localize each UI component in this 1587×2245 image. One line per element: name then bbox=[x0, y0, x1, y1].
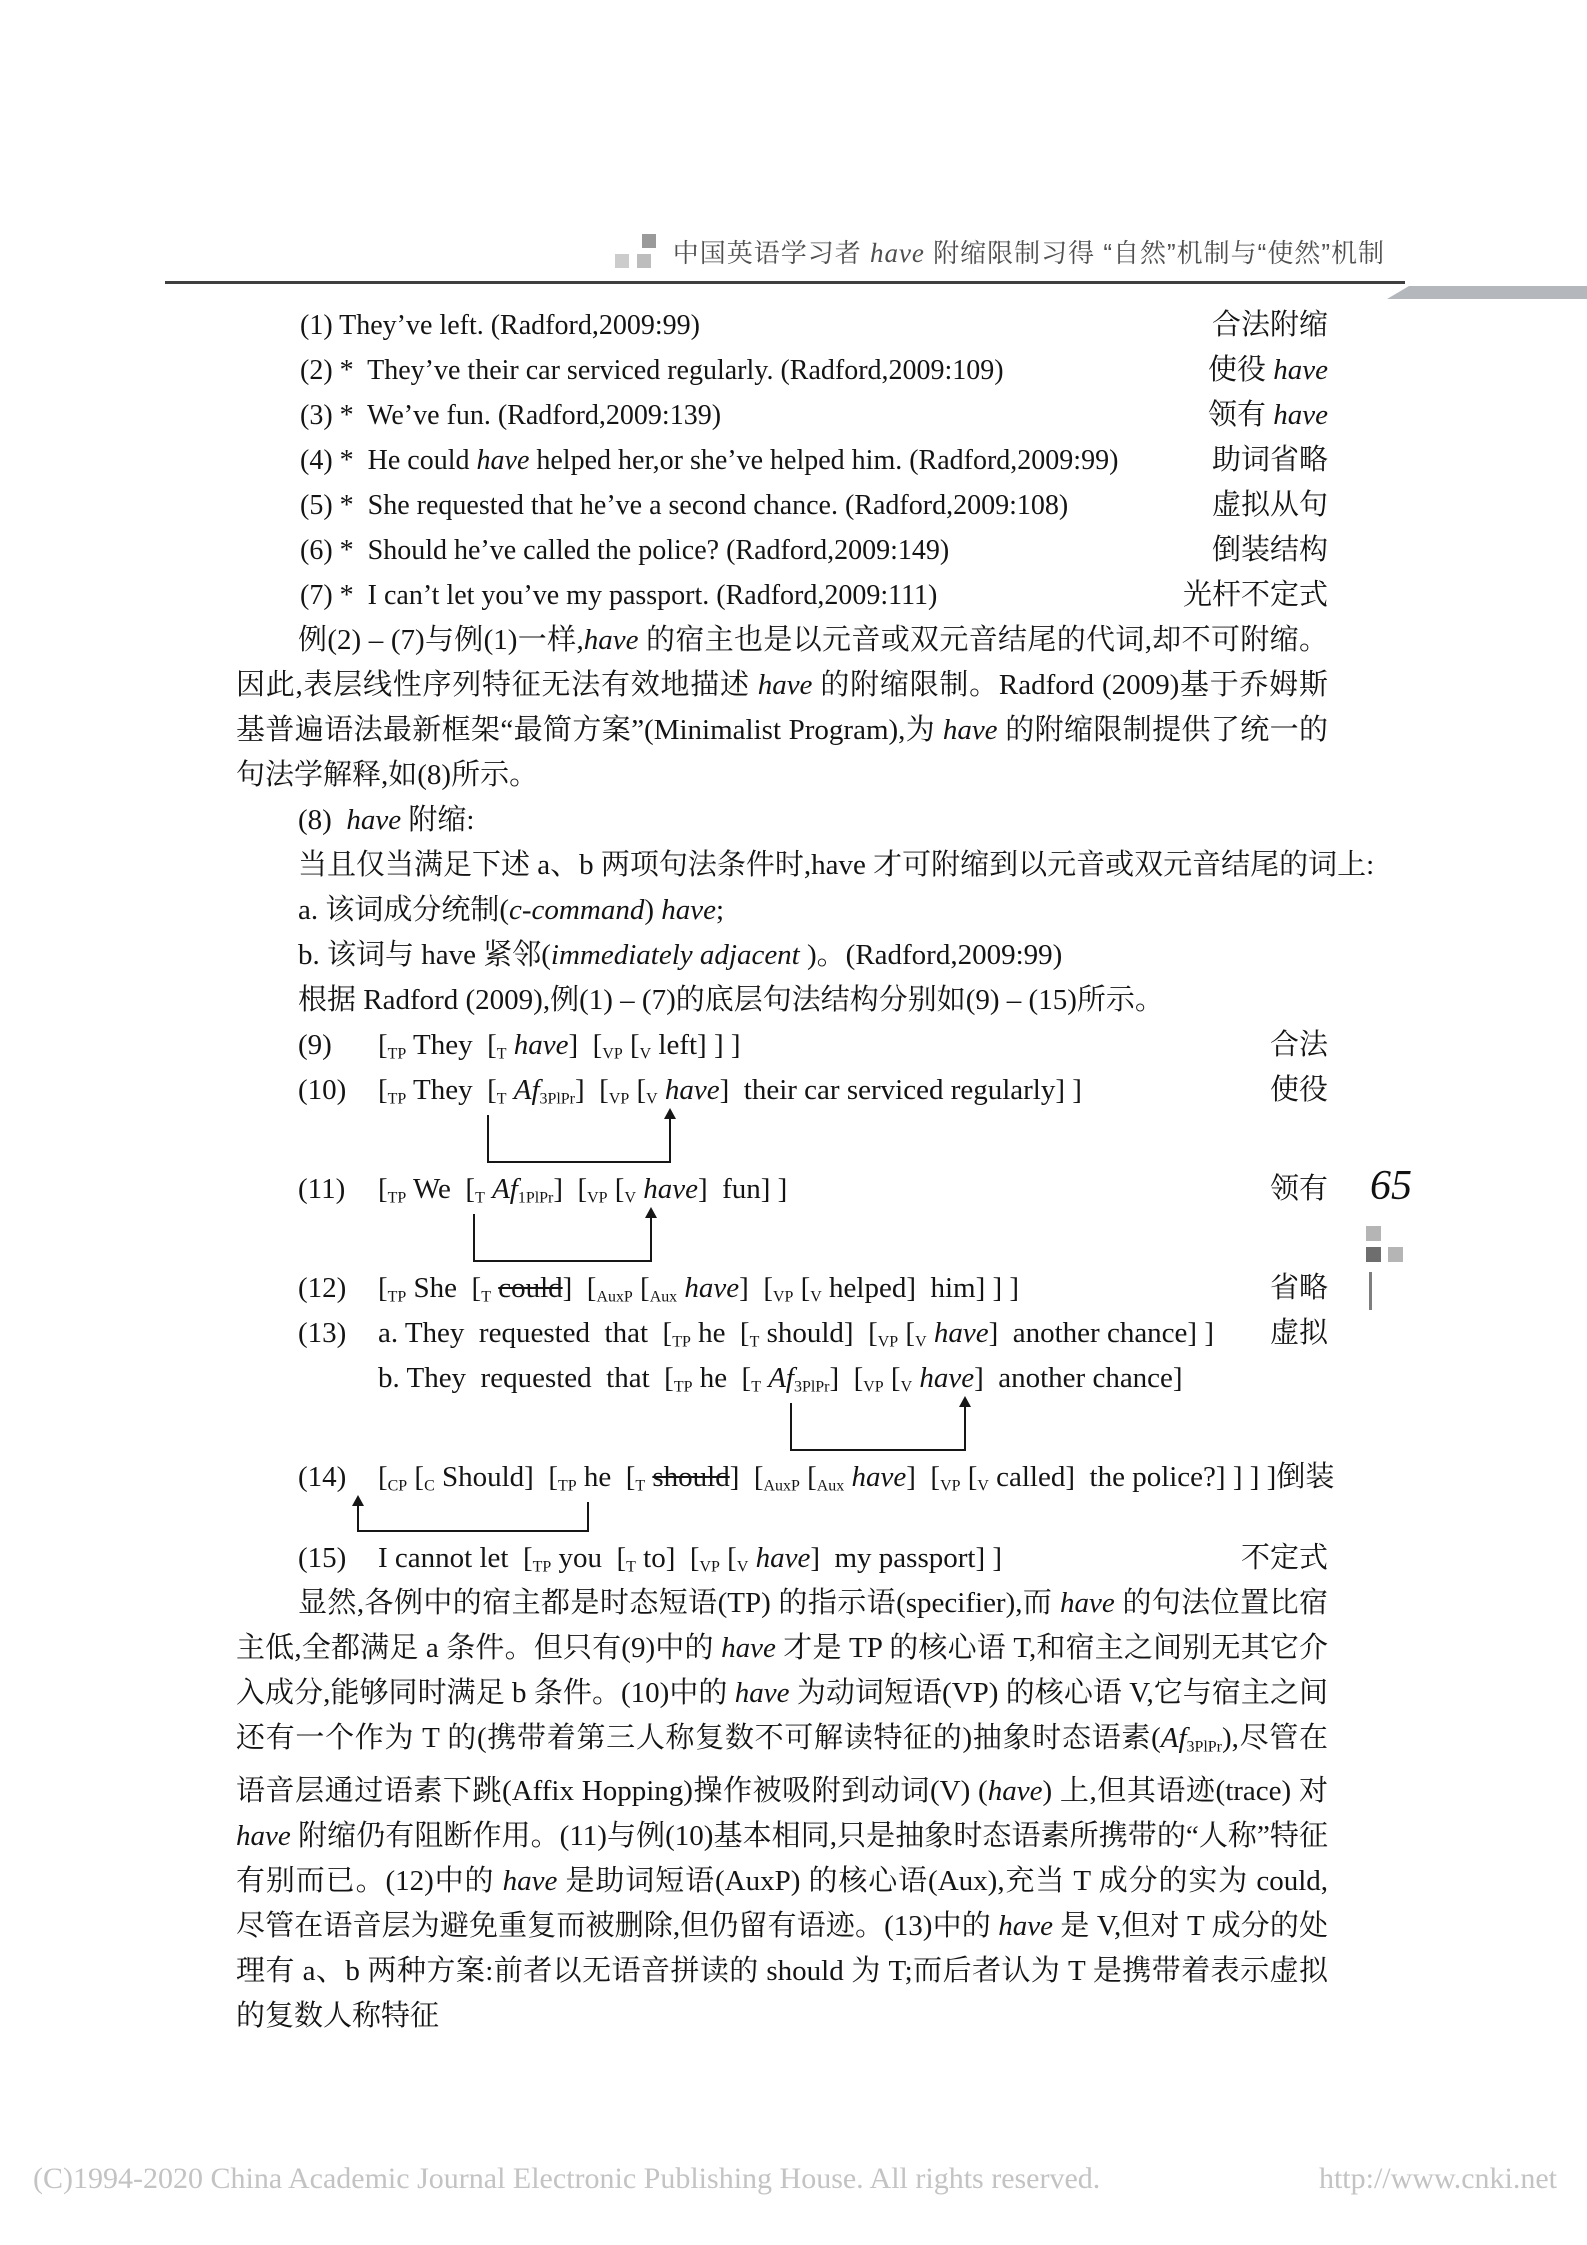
text: 领有 bbox=[1269, 1173, 1328, 1205]
example-label bbox=[1212, 528, 1328, 573]
text: 的附缩限制提供了统一的句法学解释,如(8)所示。 bbox=[236, 714, 1328, 791]
example-label bbox=[1212, 438, 1328, 483]
text: b. 该词与 have 紧邻( bbox=[298, 939, 551, 971]
movement-arrow bbox=[790, 1403, 966, 1451]
text: should] [ bbox=[759, 1317, 878, 1349]
text: [ bbox=[883, 1362, 901, 1394]
example-text bbox=[300, 573, 937, 618]
example-text bbox=[300, 438, 1118, 483]
text: ] [ bbox=[553, 1173, 588, 1205]
text: 附缩限制习得 “自然”机制与“使然”机制 bbox=[924, 237, 1385, 268]
text: 光杆不定式 bbox=[1182, 579, 1328, 611]
subscript-text: VP bbox=[940, 1477, 961, 1495]
italic-text: immediately adjacent bbox=[550, 939, 800, 971]
syntax-row bbox=[236, 1167, 1328, 1212]
italic-text: have bbox=[1060, 1587, 1115, 1619]
example-number: (14) bbox=[298, 1461, 347, 1493]
text: he [ bbox=[692, 1362, 752, 1394]
footer bbox=[33, 2162, 1557, 2196]
have-contraction-definition bbox=[236, 798, 1375, 1023]
syntax-label bbox=[1241, 1536, 1328, 1581]
text bbox=[658, 1074, 665, 1106]
text: They [ bbox=[406, 1074, 497, 1106]
header-rule bbox=[165, 281, 1405, 284]
syntax-structures bbox=[236, 1023, 1335, 1581]
example-row bbox=[236, 573, 1328, 618]
subscript-text: TP bbox=[387, 1090, 407, 1108]
italic-text: have bbox=[476, 445, 530, 476]
text: ] another chance] ] bbox=[988, 1317, 1214, 1349]
example-number: (10) bbox=[298, 1074, 347, 1106]
text: We [ bbox=[406, 1173, 476, 1205]
italic-text: Af bbox=[768, 1362, 794, 1394]
text: ) bbox=[644, 894, 662, 926]
text: 虚拟从句 bbox=[1211, 489, 1328, 521]
text: helped] him] ] ] bbox=[821, 1272, 1020, 1304]
text: 合法 bbox=[1269, 1029, 1328, 1061]
text: 才是 TP 的核心语 T,和宿主之间别无其它介入成分,能够同时满足 b 条件。(10)中的 bbox=[236, 1632, 1328, 1709]
example-text bbox=[300, 393, 721, 438]
text: 使役 bbox=[1207, 354, 1274, 386]
subscript-text: T bbox=[481, 1288, 491, 1306]
subscript-text: T bbox=[475, 1189, 485, 1207]
text bbox=[927, 1317, 934, 1349]
syntax-label bbox=[1270, 1266, 1328, 1311]
text: ] [ bbox=[829, 1362, 864, 1394]
text: ] [ bbox=[739, 1272, 773, 1304]
subscript-text: AuxP bbox=[763, 1477, 800, 1495]
header-squares-icon bbox=[615, 234, 657, 268]
page-body bbox=[236, 303, 1375, 2039]
arrowhead-icon bbox=[352, 1495, 364, 1506]
italic-text: have bbox=[583, 624, 639, 656]
text: ),尽管在语音层通过语素下跳(Affix Hopping)操作被吸附到动词(V) ( bbox=[236, 1722, 1328, 1808]
subscript-text: V bbox=[915, 1333, 927, 1351]
subscript-text: T bbox=[496, 1090, 507, 1108]
text: (8) bbox=[298, 804, 347, 836]
text: 不定式 bbox=[1240, 1542, 1328, 1574]
bracket-notation bbox=[378, 1029, 741, 1061]
subscript-text: C bbox=[424, 1477, 435, 1495]
text: 省略 bbox=[1269, 1272, 1328, 1304]
text: called] the police?] ] ] ] bbox=[988, 1461, 1277, 1493]
italic-text: Af bbox=[1160, 1722, 1187, 1754]
text: 例(2) – (7)与例(1)一样, bbox=[298, 624, 584, 656]
square-decoration bbox=[1366, 1226, 1381, 1241]
arrowhead-icon bbox=[645, 1207, 657, 1218]
text: [ bbox=[719, 1542, 737, 1574]
text: They [ bbox=[406, 1029, 497, 1061]
example-text bbox=[300, 348, 1004, 393]
bracket-notation bbox=[378, 1074, 1082, 1106]
footer-url: http://www.cnki.net bbox=[1318, 2162, 1557, 2195]
text: 显然,各例中的宿主都是时态短语(TP) 的指示语(specifier),而 bbox=[298, 1587, 1061, 1619]
subscript-text: T bbox=[496, 1045, 507, 1063]
bracket-notation bbox=[378, 1461, 1276, 1493]
syntax-structure bbox=[298, 1455, 1276, 1508]
italic-text: c-command bbox=[509, 894, 645, 926]
page-number: 65 bbox=[1370, 1163, 1412, 1209]
example-text bbox=[300, 483, 1068, 528]
text: 领有 bbox=[1207, 399, 1274, 431]
text: ] fun] ] bbox=[697, 1173, 788, 1205]
example-text bbox=[300, 528, 949, 573]
italic-text: have bbox=[1273, 354, 1328, 386]
text: (6) * Should he’ve called the police? (Radford,2009:149) bbox=[300, 535, 950, 566]
definition-line bbox=[236, 933, 1328, 978]
example-row bbox=[236, 438, 1328, 483]
syntax-label bbox=[1270, 1023, 1328, 1068]
subscript-text: Aux bbox=[649, 1288, 678, 1306]
strikethrough-text: should bbox=[652, 1461, 730, 1493]
copyright-text: (C)1994-2020 China Academic Journal Electronic Publishing House. All rights reserved. bbox=[33, 2162, 1101, 2195]
example-label bbox=[1208, 393, 1328, 438]
text: left] ] ] bbox=[651, 1029, 741, 1061]
text: [ bbox=[629, 1074, 647, 1106]
subscript-text: TP bbox=[387, 1189, 407, 1207]
syntax-label bbox=[1270, 1167, 1328, 1212]
text: (5) * She requested that he’ve a second chance. (Radford,2009:108) bbox=[300, 490, 1069, 521]
text: [ bbox=[607, 1173, 625, 1205]
text: 助词省略 bbox=[1211, 444, 1328, 476]
text: [ bbox=[799, 1461, 817, 1493]
syntax-row bbox=[236, 1455, 1335, 1500]
square-decoration bbox=[642, 234, 656, 248]
square-decoration bbox=[637, 254, 651, 268]
subscript-text: V bbox=[900, 1378, 913, 1396]
italic-text: have bbox=[1273, 399, 1328, 431]
bracket-notation bbox=[378, 1173, 787, 1205]
italic-text: have bbox=[721, 1632, 776, 1664]
italic-text: have bbox=[513, 1029, 569, 1061]
margin-squares-icon bbox=[1364, 1226, 1404, 1264]
text: [ bbox=[378, 1029, 388, 1061]
example-row bbox=[236, 528, 1328, 573]
subscript-text: VP bbox=[877, 1333, 899, 1351]
syntax-label bbox=[1276, 1455, 1334, 1500]
text: I cannot let [ bbox=[378, 1542, 533, 1574]
subscript-text: V bbox=[639, 1045, 652, 1063]
text: 合法附缩 bbox=[1211, 309, 1328, 341]
subscript-text: V bbox=[736, 1558, 749, 1576]
arrowhead-icon bbox=[664, 1108, 676, 1119]
bracket-notation bbox=[378, 1542, 1002, 1574]
syntax-row bbox=[236, 1266, 1328, 1311]
journal-title bbox=[673, 233, 1385, 270]
definition-line bbox=[236, 843, 1375, 888]
italic-text: have bbox=[987, 1775, 1043, 1808]
text: [ bbox=[898, 1317, 916, 1349]
subscript-text: CP bbox=[387, 1477, 408, 1495]
movement-arrow bbox=[357, 1502, 589, 1532]
text: 使役 bbox=[1269, 1074, 1328, 1106]
example-label bbox=[1183, 573, 1328, 618]
example-number: (12) bbox=[298, 1272, 347, 1304]
italic-text: have bbox=[757, 669, 813, 701]
syntax-label bbox=[1270, 1311, 1328, 1356]
text: ] [ bbox=[562, 1272, 597, 1304]
text: 中国英语学习者 bbox=[672, 237, 870, 268]
italic-text: have bbox=[942, 714, 998, 746]
text: (7) * I can’t let you’ve my passport. (Radford,2009:111) bbox=[300, 580, 938, 611]
subscript-text: V bbox=[810, 1288, 822, 1306]
italic-text: have bbox=[998, 1910, 1053, 1943]
subscript-text: V bbox=[624, 1189, 636, 1207]
movement-arrow bbox=[487, 1115, 671, 1163]
text: to] [ bbox=[635, 1542, 700, 1574]
text: She [ bbox=[406, 1272, 482, 1304]
text: he [ bbox=[576, 1461, 636, 1493]
example-text bbox=[300, 303, 700, 348]
text: [ bbox=[632, 1272, 650, 1304]
example-row bbox=[236, 348, 1328, 393]
bracket-notation bbox=[378, 1317, 1214, 1349]
subscript-text: T bbox=[751, 1378, 761, 1396]
text: a. 该词成分统制( bbox=[298, 894, 510, 926]
movement-arrow bbox=[473, 1214, 652, 1262]
text: ) 上,但其语迹(trace) 对 bbox=[1042, 1775, 1328, 1808]
text: [ bbox=[378, 1461, 388, 1493]
syntax-label bbox=[1270, 1068, 1328, 1113]
bracket-notation bbox=[378, 1362, 1183, 1394]
text bbox=[507, 1029, 514, 1061]
syntax-structure bbox=[298, 1167, 787, 1220]
subscript-text: V bbox=[646, 1090, 658, 1108]
text: ] their car serviced regularly] ] bbox=[719, 1074, 1082, 1106]
example-number: (13) bbox=[298, 1317, 347, 1349]
syntax-row bbox=[236, 1311, 1328, 1356]
text: ] [ bbox=[729, 1461, 764, 1493]
text: a. They requested that [ bbox=[378, 1317, 673, 1349]
italic-text: have bbox=[734, 1677, 790, 1709]
paragraph-intro bbox=[236, 618, 1328, 798]
text: you [ bbox=[551, 1542, 627, 1574]
subscript-text: T bbox=[626, 1558, 636, 1576]
subscript-text: TP bbox=[387, 1045, 407, 1063]
italic-text: Af bbox=[492, 1173, 518, 1205]
text: [ bbox=[407, 1461, 425, 1493]
italic-text: have bbox=[933, 1317, 989, 1349]
subscript-text: VP bbox=[772, 1288, 794, 1306]
text: Should] [ bbox=[434, 1461, 558, 1493]
subscript-text: TP bbox=[673, 1378, 693, 1396]
definition-line bbox=[236, 978, 1328, 1023]
text: ] my passport] ] bbox=[810, 1542, 1003, 1574]
strikethrough-text: could bbox=[498, 1272, 563, 1304]
example-row bbox=[236, 393, 1328, 438]
example-row bbox=[236, 303, 1328, 348]
definition-line bbox=[236, 798, 1328, 843]
text: 附缩仍有阻断作用。(11)与例(10)基本相同,只是抽象时态语素所携带的“人称”特征有别而已。(12)中的 bbox=[236, 1820, 1328, 1898]
syntax-structure bbox=[298, 1356, 1183, 1409]
definition-line bbox=[236, 888, 1328, 933]
syntax-row bbox=[236, 1536, 1328, 1581]
subscript-text: 3PlPr bbox=[1186, 1738, 1222, 1756]
italic-text: have bbox=[755, 1542, 811, 1574]
example-number: (9) bbox=[298, 1029, 332, 1061]
italic-text: have bbox=[236, 1820, 291, 1853]
italic-text: have bbox=[851, 1461, 907, 1493]
italic-text: have bbox=[919, 1362, 975, 1394]
subscript-text: V bbox=[977, 1477, 989, 1495]
example-label bbox=[1208, 348, 1328, 393]
text: (4) * He could bbox=[300, 445, 477, 476]
bracket-notation bbox=[378, 1272, 1019, 1304]
arrowhead-icon bbox=[959, 1396, 971, 1407]
subscript-text: TP bbox=[557, 1477, 577, 1495]
text: 根据 Radford (2009),例(1) – (7)的底层句法结构分别如(9) – (15)所示。 bbox=[298, 984, 1164, 1016]
text: 是 V,但对 T 成分的处理有 a、b 两种方案:前者以无语音拼读的 should 为 T;而后者认为 T 是携带着表示虚拟的复数人称特征 bbox=[236, 1910, 1328, 2033]
example-row bbox=[236, 483, 1328, 528]
text: b. They requested that [ bbox=[378, 1362, 674, 1394]
text: ] another chance] bbox=[974, 1362, 1183, 1394]
syntax-row bbox=[236, 1356, 1328, 1401]
subscript-text: TP bbox=[532, 1558, 552, 1576]
examples-1-7 bbox=[236, 303, 1328, 618]
square-decoration bbox=[615, 254, 629, 268]
square-decoration bbox=[1366, 1247, 1381, 1262]
text: 倒装结构 bbox=[1211, 534, 1328, 566]
text: (2) * They’ve their car serviced regularly. (Radford,2009:109) bbox=[300, 355, 1004, 386]
text: ; bbox=[716, 894, 725, 926]
text: [ bbox=[793, 1272, 811, 1304]
text bbox=[485, 1173, 492, 1205]
text: [ bbox=[622, 1029, 640, 1061]
text: [ bbox=[378, 1173, 388, 1205]
italic-text: have bbox=[661, 894, 716, 926]
text: 的宿主也是以元音或双元音结尾的代词,却不可附缩。因此,表层线性序列特征无法有效地描述 bbox=[236, 624, 1328, 701]
text: (1) They’ve left. (Radford,2009:99) bbox=[300, 310, 700, 341]
subscript-text: TP bbox=[672, 1333, 691, 1351]
margin-line bbox=[1369, 1272, 1372, 1310]
text: helped her,or she’ve helped him. (Radford,2009:99) bbox=[529, 445, 1119, 476]
example-label bbox=[1212, 303, 1328, 348]
italic-text: have bbox=[502, 1865, 558, 1898]
text: 虚拟 bbox=[1269, 1317, 1328, 1349]
text: [ bbox=[960, 1461, 978, 1493]
text: 为动词短语(VP) 的核心语 V,它与宿主之间还有一个作为 T 的(携带着第三人称复数不可解读特征的)抽象时态语素( bbox=[236, 1677, 1328, 1754]
subscript-text: T bbox=[749, 1333, 760, 1351]
italic-text: have bbox=[643, 1173, 698, 1205]
example-number: (11) bbox=[298, 1173, 346, 1205]
text bbox=[507, 1074, 514, 1106]
example-number: (15) bbox=[298, 1542, 347, 1574]
italic-text: Af bbox=[513, 1074, 540, 1106]
subscript-text: VP bbox=[699, 1558, 720, 1576]
subscript-text: VP bbox=[608, 1090, 630, 1108]
subscript-text: VP bbox=[587, 1189, 608, 1207]
example-label bbox=[1212, 483, 1328, 528]
text: [ bbox=[378, 1074, 388, 1106]
text: he [ bbox=[690, 1317, 750, 1349]
square-decoration bbox=[1388, 1247, 1403, 1262]
subscript-text: VP bbox=[602, 1045, 623, 1063]
text: 是助词短语(AuxP) 的核心语(Aux),充当 T 成分的实为 could,尽管在语音层为避免重复而被删除,但仍留有语迹。(13)中的 bbox=[236, 1865, 1328, 1943]
text: 的句法位置比宿主低,全都满足 a 条件。但只有(9)中的 bbox=[236, 1587, 1328, 1664]
subscript-text: AuxP bbox=[596, 1288, 633, 1306]
syntax-row bbox=[236, 1068, 1328, 1113]
syntax-structure bbox=[298, 1068, 1082, 1121]
text: (3) * We’ve fun. (Radford,2009:139) bbox=[300, 400, 722, 431]
italic-text: have bbox=[684, 1272, 740, 1304]
subscript-text: Aux bbox=[816, 1477, 845, 1495]
text: 附缩: bbox=[401, 804, 475, 836]
subscript-text: 3PlPr bbox=[539, 1090, 575, 1108]
journal-header bbox=[0, 228, 1385, 274]
subscript-text: TP bbox=[387, 1288, 407, 1306]
subscript-text: 1PlPr bbox=[517, 1189, 554, 1207]
text: )。(Radford,2009:99) bbox=[799, 939, 1063, 971]
text bbox=[748, 1542, 755, 1574]
paragraph-analysis bbox=[236, 1581, 1328, 2039]
italic-text: have bbox=[869, 237, 925, 268]
text: ] [ bbox=[574, 1074, 609, 1106]
subscript-text: 3PlPr bbox=[794, 1378, 830, 1396]
syntax-row bbox=[236, 1023, 1328, 1068]
subscript-text: VP bbox=[863, 1378, 884, 1396]
italic-text: have bbox=[664, 1074, 720, 1106]
text: ] [ bbox=[568, 1029, 603, 1061]
subscript-text: T bbox=[635, 1477, 646, 1495]
text: ] [ bbox=[906, 1461, 941, 1493]
text: 倒装 bbox=[1276, 1461, 1335, 1493]
header-accent-bar bbox=[1387, 286, 1587, 299]
italic-text: have bbox=[346, 804, 402, 836]
text: 的附缩限制。Radford (2009)基于乔姆斯基普遍语法最新框架“最简方案”(Minimalist Program),为 bbox=[236, 669, 1328, 746]
text: [ bbox=[378, 1272, 388, 1304]
text: 当且仅当满足下述 a、b 两项句法条件时,have 才可附缩到以元音或双元音结尾的词上: bbox=[298, 849, 1375, 881]
